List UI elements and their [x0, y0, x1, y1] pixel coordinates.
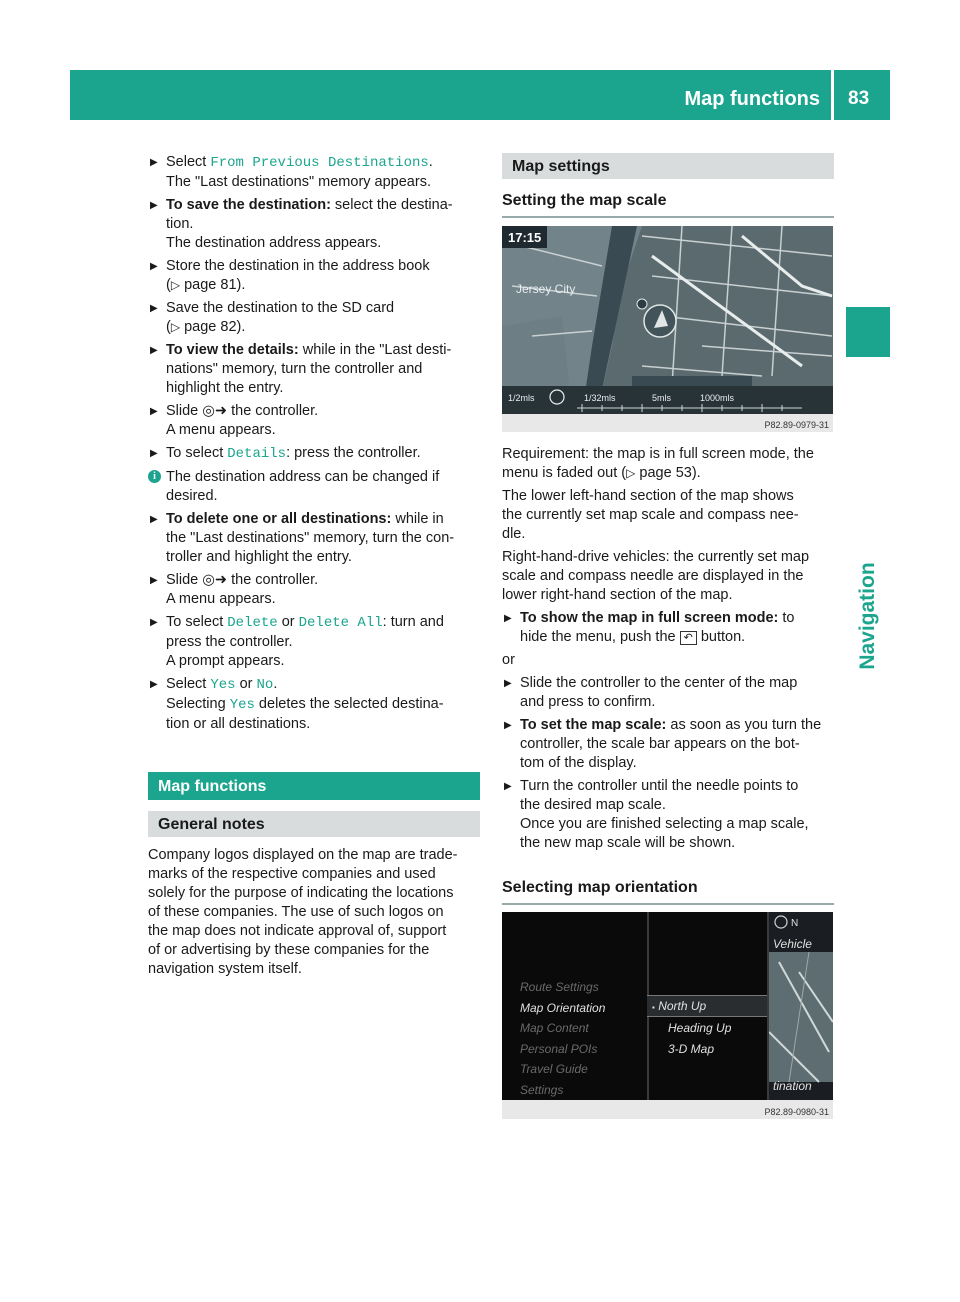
side-tab-label: Navigation — [856, 562, 879, 670]
text-line: tion or all destinations. — [166, 716, 311, 732]
text-line: tion. — [166, 216, 194, 232]
map-scale-figure — [502, 226, 833, 432]
text-line: the desired map scale. — [520, 797, 666, 813]
figure-code: P82.89-0980-31 — [764, 1107, 829, 1117]
scale-label: 1/2mls — [508, 393, 535, 403]
text-line: The destination address appears. — [166, 235, 382, 251]
display-text: Delete All — [298, 615, 383, 631]
map-orientation-figure — [502, 912, 833, 1119]
step-turn-controller: ▶ Turn the controller until the needle points to — [502, 777, 834, 796]
page-ref: (▷ page 82). — [166, 319, 246, 335]
text-line: The lower left-hand section of the map shows — [502, 488, 794, 504]
display-text: No — [256, 677, 274, 693]
display-text: Yes — [210, 677, 236, 693]
result-text: The "Last destinations" memory appears. — [166, 174, 431, 190]
map-functions-section — [148, 772, 480, 979]
side-tab-block — [846, 307, 890, 357]
back-button-icon: ↶ — [680, 631, 697, 645]
page-number: 83 — [848, 88, 870, 109]
step-save-destination: ▶ To save the destination: select the destina- — [148, 196, 480, 215]
header-divider — [831, 70, 834, 120]
display-text: Details — [227, 446, 287, 462]
menu-item[interactable]: Settings — [520, 1082, 564, 1097]
map-screenshot — [502, 226, 833, 414]
option-north-up[interactable]: ▪ North Up — [652, 999, 707, 1013]
map-menu-list — [520, 977, 605, 1100]
controller-icon: ◎➜ — [202, 403, 228, 419]
text-line: and press to confirm. — [520, 694, 656, 710]
text-line: the map does not indicate approval of, support — [148, 923, 447, 939]
step-view-details: ▶ To view the details: while in the "Last desti- — [148, 341, 480, 360]
left-column — [148, 153, 480, 734]
text-line: press the controller. — [166, 634, 293, 650]
menu-item[interactable]: Travel Guide — [520, 1062, 588, 1076]
scale-label: 5mls — [652, 393, 672, 403]
step-slide-center: ▶ Slide the controller to the center of the map — [502, 674, 834, 693]
orientation-section — [502, 878, 834, 905]
step-full-screen: ▶ To show the map in full screen mode: to — [502, 609, 834, 628]
map-settings-heading: Map settings — [502, 153, 834, 179]
text-line: the currently set map scale and compass nee- — [502, 507, 799, 523]
menu-item-selected[interactable]: Map Orientation — [520, 1000, 606, 1015]
right-column — [502, 153, 834, 218]
text-line: Once you are finished selecting a map scale, — [520, 816, 809, 832]
text-line: A menu appears. — [166, 591, 276, 607]
step-slide-controller-2: ▶ Slide ◎➜ the controller. — [148, 571, 480, 590]
text-line: Requirement: the map is in full screen mode, the — [502, 446, 814, 462]
section-title: Map functions — [684, 88, 820, 110]
text-line: lower right-hand section of the map. — [502, 587, 733, 603]
text-line: desired. — [166, 488, 218, 504]
step-store-address-book: ▶ Store the destination in the address book — [148, 257, 480, 276]
text-line: the new map scale will be shown. — [520, 835, 736, 851]
text-line: scale and compass needle are displayed in the — [502, 568, 804, 584]
scale-label: 1000mls — [700, 393, 735, 403]
text-line: Right-hand-drive vehicles: the currently set map — [502, 549, 810, 565]
side-tab — [846, 526, 890, 706]
step-set-scale: ▶ To set the map scale: as soon as you turn the — [502, 716, 834, 735]
step-select-delete: ▶ To select Delete or Delete All: turn and — [148, 613, 480, 633]
text-line: hide the menu, push the ↶ button. — [520, 629, 746, 645]
display-text: Delete — [227, 615, 278, 631]
controller-icon: ◎➜ — [202, 572, 228, 588]
vehicle-label: Vehicle — [773, 937, 812, 951]
text-line: A menu appears. — [166, 422, 276, 438]
menu-item[interactable]: Map Content — [520, 1021, 589, 1035]
map-orientation-heading: Selecting map orientation — [502, 878, 834, 905]
text-line: controller, the scale bar appears on the bot- — [520, 736, 800, 752]
map-city-label: Jersey City — [516, 282, 576, 296]
display-text: From Previous Destinations — [210, 155, 429, 171]
step-save-sd: ▶ Save the destination to the SD card — [148, 299, 480, 318]
destination-label: tination — [773, 1079, 812, 1093]
text-line: or — [502, 652, 515, 668]
menu-item[interactable]: Personal POIs — [520, 1041, 598, 1056]
step-delete-destinations: ▶ To delete one or all destinations: while in — [148, 510, 480, 529]
map-scale-heading: Setting the map scale — [502, 191, 834, 218]
map-time: 17:15 — [508, 230, 542, 245]
text-line: nations" memory, turn the controller and — [166, 361, 423, 377]
text-line: menu is faded out (▷ page 53). — [502, 465, 701, 481]
step-select-previous: ▶ Select From Previous Destinations. — [148, 153, 480, 173]
scale-label: 1/32mls — [584, 393, 616, 403]
step-select-details: ▶ To select Details: press the controller. — [148, 444, 480, 464]
text-line: marks of the respective companies and used — [148, 866, 436, 882]
text-line: of these companies. The use of such logos on — [148, 904, 444, 920]
text-line: solely for the purpose of indicating the locations — [148, 885, 454, 901]
text-line: Selecting Yes deletes the selected destina- — [166, 696, 444, 713]
text-line: navigation system itself. — [148, 961, 302, 977]
option-heading-up[interactable]: Heading Up — [668, 1021, 732, 1035]
orientation-options — [652, 996, 731, 1060]
general-notes-heading: General notes — [148, 811, 480, 837]
text-line: dle. — [502, 526, 526, 542]
general-notes-text — [148, 846, 480, 979]
text-line: Company logos displayed on the map are trade- — [148, 847, 458, 863]
info-icon: i — [148, 470, 161, 483]
text-line: the "Last destinations" memory, turn the con- — [166, 530, 455, 546]
menu-item[interactable]: Route Settings — [520, 980, 599, 994]
info-note: i The destination address can be changed if — [148, 468, 480, 487]
right-column-text — [502, 445, 834, 853]
option-3d-map[interactable]: 3-D Map — [668, 1042, 715, 1056]
menu-screenshot — [502, 912, 833, 1100]
text-line: A prompt appears. — [166, 653, 285, 669]
display-text: Yes — [229, 697, 255, 713]
text-line: of or advertising by these companies for the — [148, 942, 430, 958]
text-line: highlight the entry. — [166, 380, 284, 396]
text-line: troller and highlight the entry. — [166, 549, 352, 565]
mini-map — [769, 912, 833, 1100]
text-line: tom of the display. — [520, 755, 637, 771]
step-slide-controller: ▶ Slide ◎➜ the controller. — [148, 402, 480, 421]
step-select-yes-no: ▶ Select Yes or No. — [148, 675, 480, 695]
compass-north: N — [791, 918, 799, 929]
figure-code: P82.89-0979-31 — [764, 420, 829, 430]
map-functions-heading: Map functions — [148, 772, 480, 800]
page-ref: (▷ page 81). — [166, 277, 246, 293]
